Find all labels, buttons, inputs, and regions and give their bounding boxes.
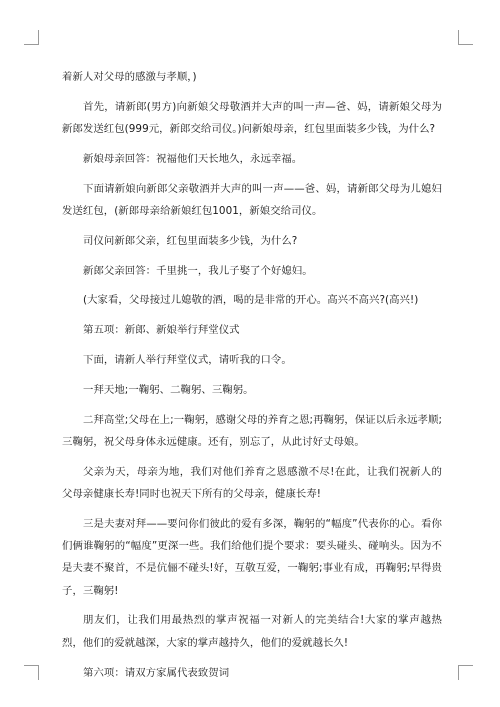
margin-corner-bottom-left (24, 665, 39, 680)
paragraph: 父亲为天，母亲为地，我们对他们养育之恩感激不尽!在此，让我们祝新人的父母亲健康长寿!同时也祝天下所有的父母亲，健康长寿! (62, 465, 442, 500)
section-heading: 第六项：请双方家属代表致贺词 (83, 666, 230, 679)
paragraph: 着新人对父母的感激与孝顺，) (62, 71, 197, 83)
paragraph: 首先，请新郎(男方)向新娘父母敬酒并大声的叫一声—爸、妈，请新娘父母为新郎发送红包(999元，新郎交给司仪。)问新娘母亲，红包里面装多少钱，为什么? (62, 100, 442, 136)
paragraph: 下面，请新人举行拜堂仪式，请听我的口令。 (83, 353, 292, 366)
margin-corner-top-left (24, 30, 39, 45)
paragraph: 三是夫妻对拜——要问你们彼此的爱有多深，鞠躬的“幅度”代表你的心。看你们俩谁鞠躬的“幅度”更深一些。我们给他们提个要求：要头碰头、碰响头。因为不是夫妻不聚首，不是伉俪不碰头!好，互敬互爱，一鞠躬;事业有成，再鞠躬;早得贵子，三鞠躬! (62, 517, 442, 597)
margin-corner-bottom-right (458, 665, 473, 680)
paragraph: 一拜天地;一鞠躬、二鞠躬、三鞠躬。 (83, 383, 254, 396)
section-heading: 第五项：新郎、新娘举行拜堂仪式 (83, 324, 240, 337)
document-body (62, 66, 442, 691)
paragraph: 朋友们，让我们用最热烈的掌声祝福一对新人的完美结合!大家的掌声越热烈，他们的爱就越深，大家的掌声越持久，他们的爱就越长久! (62, 614, 442, 649)
paragraph: 二拜高堂;父母在上;一鞠躬，感谢父母的养育之恩;再鞠躬，保证以后永远孝顺;三鞠躬，祝父母身体永远健康。还有，别忘了，从此讨好丈母娘。 (62, 413, 442, 448)
paragraph: 新娘母亲回答：祝福他们天长地久，永远幸福。 (83, 152, 303, 165)
paragraph: 新郎父亲回答：千里挑一，我儿子娶了个好媳妇。 (83, 264, 313, 277)
margin-corner-top-right (458, 30, 473, 45)
paragraph: 司仪问新郎父亲，红包里面装多少钱，为什么? (83, 234, 298, 247)
paragraph: 下面请新娘向新郎父亲敬酒并大声的叫一声——爸、妈，请新郎父母为儿媳妇发送红包，(新郎母亲给新娘红包1001，新娘交给司仪。 (62, 182, 442, 217)
paragraph: (大家看，父母接过儿媳敬的酒，喝的是非常的开心。高兴不高兴?(高兴!) (83, 294, 419, 307)
